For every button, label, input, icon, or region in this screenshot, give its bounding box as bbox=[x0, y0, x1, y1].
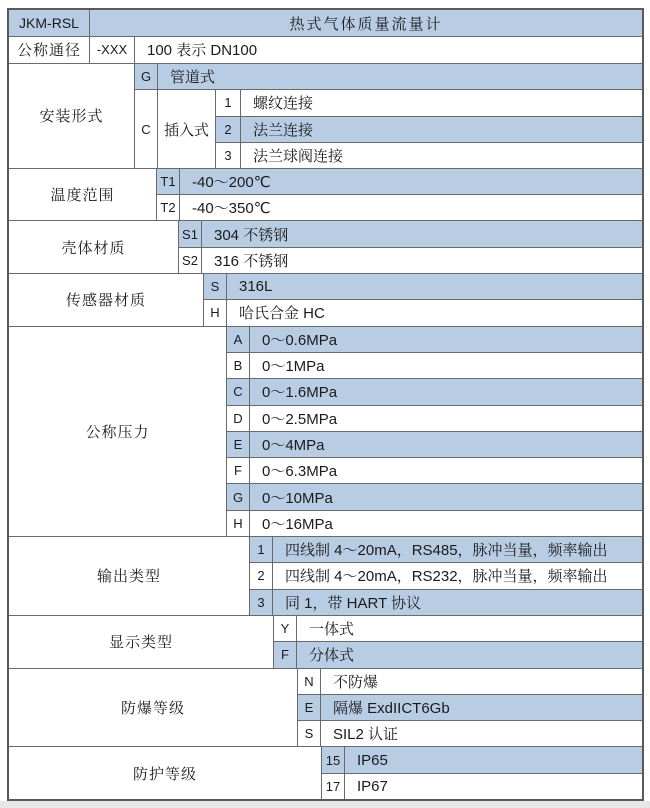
temperature-label: 温度范围 bbox=[9, 169, 157, 221]
value-cell: 四线制 4～20mA，RS485，脉冲当量，频率输出 bbox=[285, 542, 608, 560]
table-row bbox=[274, 641, 642, 667]
code-cell: 1 bbox=[250, 537, 273, 562]
table-row bbox=[274, 616, 642, 641]
value-cell: 分体式 bbox=[309, 647, 355, 665]
value-cell: -40～350℃ bbox=[192, 200, 271, 218]
table-row bbox=[157, 169, 642, 194]
value-cell: 316L bbox=[239, 278, 273, 296]
section-sensor-material bbox=[9, 273, 642, 326]
value-cell: 0～4MPa bbox=[262, 436, 325, 454]
table-row bbox=[179, 221, 642, 246]
code-cell: 3 bbox=[216, 143, 241, 168]
code-cell: Y bbox=[274, 616, 297, 641]
model-code: JKM-RSL bbox=[9, 10, 90, 36]
table-row bbox=[204, 299, 642, 325]
code-cell: H bbox=[204, 300, 227, 325]
table-row bbox=[298, 720, 642, 746]
value-cell: 0～1.6MPa bbox=[262, 384, 338, 402]
value-cell: 316 不锈钢 bbox=[214, 252, 289, 270]
code-cell: 3 bbox=[250, 590, 273, 615]
code-cell: C bbox=[227, 379, 250, 404]
table-row bbox=[298, 694, 642, 720]
value-cell: -40～200℃ bbox=[192, 173, 271, 191]
code-cell: F bbox=[274, 642, 297, 667]
value-cell: 0～0.6MPa bbox=[262, 331, 338, 349]
table-row bbox=[227, 352, 642, 378]
value-cell: 螺纹连接 bbox=[253, 95, 314, 113]
nominal-diameter-code: -XXX bbox=[90, 37, 135, 62]
page-bottom-edge bbox=[0, 801, 650, 808]
table-row bbox=[322, 773, 642, 799]
table-row bbox=[227, 431, 642, 457]
table-row-pipe bbox=[135, 64, 642, 90]
table-row bbox=[322, 747, 642, 772]
code-cell: E bbox=[298, 695, 321, 720]
code-cell: D bbox=[227, 406, 250, 431]
value-cell: 法兰连接 bbox=[253, 121, 314, 139]
value-cell: 0～16MPa bbox=[262, 515, 333, 533]
code-cell: S2 bbox=[179, 248, 202, 273]
table-row bbox=[250, 562, 642, 588]
code-cell: 15 bbox=[322, 747, 345, 772]
code-cell: G bbox=[135, 64, 158, 90]
code-cell: N bbox=[298, 669, 321, 694]
value-cell: 不防爆 bbox=[333, 673, 379, 691]
code-cell: 1 bbox=[216, 90, 241, 115]
table-row bbox=[227, 405, 642, 431]
code-cell: 17 bbox=[322, 774, 345, 799]
nominal-diameter-value: 100 表示 DN100 bbox=[147, 42, 258, 60]
nominal-diameter-label: 公称通径 bbox=[9, 37, 90, 62]
value-cell: 同 1，带 HART 协议 bbox=[285, 594, 422, 612]
explosion-proof-label: 防爆等级 bbox=[9, 669, 298, 747]
product-title: 热式气体质量流量计 bbox=[289, 15, 443, 33]
section-display-type bbox=[9, 615, 642, 668]
table-row bbox=[227, 327, 642, 352]
code-cell: E bbox=[227, 432, 250, 457]
value-cell: 哈氏合金 HC bbox=[239, 305, 325, 323]
value-cell: 0～1MPa bbox=[262, 358, 325, 376]
insert-type-label: 插入式 bbox=[158, 90, 216, 167]
table-row bbox=[216, 90, 642, 115]
value-cell: IP65 bbox=[357, 751, 388, 769]
table-row bbox=[204, 274, 642, 299]
insert-type-block bbox=[135, 89, 642, 167]
code-cell: S bbox=[204, 274, 227, 299]
code-cell: H bbox=[227, 511, 250, 536]
code-cell: S bbox=[298, 721, 321, 746]
code-cell: 2 bbox=[216, 117, 241, 142]
table-row bbox=[157, 194, 642, 220]
value-cell: SIL2 认证 bbox=[333, 726, 399, 744]
output-type-label: 输出类型 bbox=[9, 537, 250, 615]
section-explosion-proof bbox=[9, 668, 642, 747]
installation-label: 安装形式 bbox=[9, 64, 135, 168]
section-installation bbox=[9, 63, 642, 168]
code-cell: S1 bbox=[179, 221, 202, 246]
value-cell: IP67 bbox=[357, 777, 388, 795]
table-row bbox=[227, 378, 642, 404]
value-cell: 隔爆 ExdIICT6Gb bbox=[333, 699, 450, 717]
value-cell: 304 不锈钢 bbox=[214, 226, 289, 244]
section-protection-grade bbox=[9, 746, 642, 799]
code-cell: 2 bbox=[250, 563, 273, 588]
value-cell: 0～6.3MPa bbox=[262, 463, 338, 481]
table-row bbox=[250, 589, 642, 615]
table-row bbox=[216, 116, 642, 142]
table-row bbox=[250, 537, 642, 562]
table-row bbox=[227, 457, 642, 483]
code-cell: B bbox=[227, 353, 250, 378]
table-row bbox=[179, 247, 642, 273]
section-temperature bbox=[9, 168, 642, 221]
code-cell: T1 bbox=[157, 169, 180, 194]
nominal-pressure-label: 公称压力 bbox=[9, 327, 227, 536]
table-row bbox=[298, 669, 642, 694]
protection-grade-label: 防护等级 bbox=[9, 747, 322, 799]
code-cell: F bbox=[227, 458, 250, 483]
code-cell: T2 bbox=[157, 195, 180, 220]
housing-material-label: 壳体材质 bbox=[9, 221, 179, 273]
table-row bbox=[216, 142, 642, 168]
value-cell: 0～10MPa bbox=[262, 489, 333, 507]
table-row bbox=[227, 483, 642, 509]
title-row bbox=[9, 10, 642, 36]
section-nominal-pressure bbox=[9, 326, 642, 536]
code-cell: A bbox=[227, 327, 250, 352]
value-cell: 管道式 bbox=[170, 68, 216, 86]
section-housing-material bbox=[9, 220, 642, 273]
code-cell: C bbox=[135, 90, 158, 167]
display-type-label: 显示类型 bbox=[9, 616, 274, 668]
value-cell: 0～2.5MPa bbox=[262, 410, 338, 428]
table-row bbox=[227, 510, 642, 536]
code-cell: G bbox=[227, 484, 250, 509]
section-nominal-diameter bbox=[9, 36, 642, 62]
value-cell: 一体式 bbox=[309, 621, 355, 639]
value-cell: 四线制 4～20mA，RS232，脉冲当量，频率输出 bbox=[285, 568, 608, 586]
model-selection-table bbox=[7, 8, 644, 801]
section-output-type bbox=[9, 536, 642, 615]
sensor-material-label: 传感器材质 bbox=[9, 274, 204, 326]
value-cell: 法兰球阀连接 bbox=[253, 147, 344, 165]
